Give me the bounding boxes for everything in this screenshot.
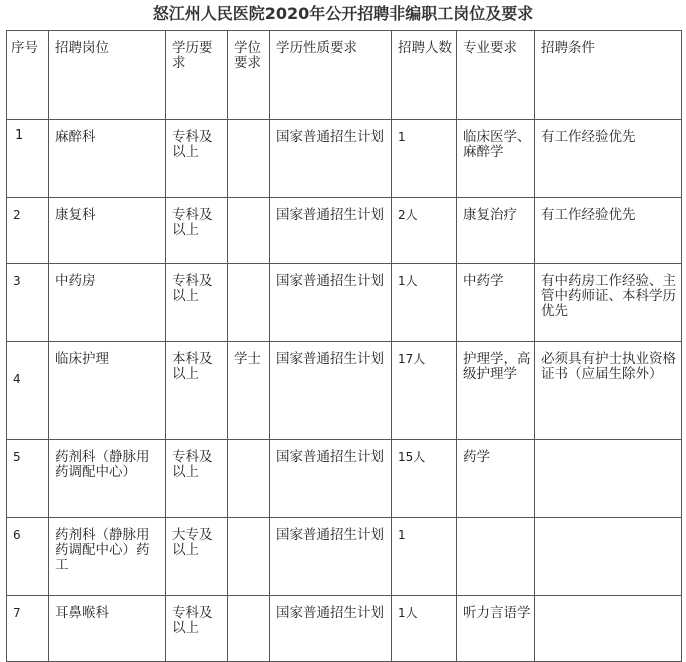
- row-count: 1: [392, 518, 457, 596]
- header-cond: 招聘条件: [535, 31, 682, 120]
- row-count: 2人: [392, 198, 457, 264]
- row-seq: 5: [7, 440, 49, 518]
- row-major: 康复治疗: [457, 198, 535, 264]
- table-row: [7, 440, 682, 518]
- row-edu-type: 国家普通招生计划: [270, 342, 392, 440]
- row-post: 康复科: [49, 198, 166, 264]
- header-major: 专业要求: [457, 31, 535, 120]
- header-edu-type: 学历性质要求: [270, 31, 392, 120]
- row-edu: 专科及以上: [166, 440, 228, 518]
- row-seq: 6: [7, 518, 49, 596]
- row-seq: 2: [7, 198, 49, 264]
- row-count: 15人: [392, 440, 457, 518]
- page-title: 怒江州人民医院2020年公开招聘非编职工岗位及要求: [152, 4, 534, 23]
- row-seq: 3: [7, 264, 49, 342]
- recruitment-table: [6, 30, 682, 662]
- row-major: 中药学: [457, 264, 535, 342]
- row-cond: [535, 440, 682, 518]
- row-edu: 专科及以上: [166, 596, 228, 662]
- row-major: 临床医学、麻醉学: [457, 120, 535, 198]
- row-edu-type: 国家普通招生计划: [270, 120, 392, 198]
- row-post: 药剂科（静脉用药调配中心）药工: [49, 518, 166, 596]
- row-major: 护理学，高级护理学: [457, 342, 535, 440]
- row-edu: 专科及以上: [166, 198, 228, 264]
- row-cond: 必须具有护士执业资格证书（应届生除外）: [535, 342, 682, 440]
- row-edu: 本科及以上: [166, 342, 228, 440]
- header-post: 招聘岗位: [49, 31, 166, 120]
- table-row: [7, 120, 682, 198]
- row-degree: [228, 264, 270, 342]
- row-seq: 1: [7, 120, 49, 198]
- row-edu-type: 国家普通招生计划: [270, 596, 392, 662]
- table-row: [7, 342, 682, 440]
- row-post: 麻醉科: [49, 120, 166, 198]
- row-edu-type: 国家普通招生计划: [270, 440, 392, 518]
- row-post: 临床护理: [49, 342, 166, 440]
- header-count: 招聘人数: [392, 31, 457, 120]
- row-major: 药学: [457, 440, 535, 518]
- row-edu: 大专及以上: [166, 518, 228, 596]
- table-row: [7, 596, 682, 662]
- table-header-row: [7, 31, 682, 120]
- table-row: [7, 264, 682, 342]
- row-degree: [228, 518, 270, 596]
- row-major: [457, 518, 535, 596]
- table-row: [7, 198, 682, 264]
- row-cond: [535, 518, 682, 596]
- row-cond: 有工作经验优先: [535, 198, 682, 264]
- row-seq: 4: [7, 342, 49, 440]
- row-edu-type: 国家普通招生计划: [270, 518, 392, 596]
- row-edu: 专科及以上: [166, 120, 228, 198]
- header-edu: 学历要求: [166, 31, 228, 120]
- header-seq: 序号: [7, 31, 49, 120]
- row-count: 1人: [392, 264, 457, 342]
- row-edu-type: 国家普通招生计划: [270, 198, 392, 264]
- row-cond: 有中药房工作经验、主管中药师证、本科学历优先: [535, 264, 682, 342]
- row-post: 药剂科（静脉用药调配中心）: [49, 440, 166, 518]
- row-count: 1人: [392, 596, 457, 662]
- row-degree: [228, 198, 270, 264]
- header-degree: 学位要求: [228, 31, 270, 120]
- row-major: 听力言语学: [457, 596, 535, 662]
- row-edu-type: 国家普通招生计划: [270, 264, 392, 342]
- row-count: 1: [392, 120, 457, 198]
- row-post: 中药房: [49, 264, 166, 342]
- row-cond: [535, 596, 682, 662]
- table-row: [7, 518, 682, 596]
- row-degree: [228, 120, 270, 198]
- row-cond: 有工作经验优先: [535, 120, 682, 198]
- row-count: 17人: [392, 342, 457, 440]
- row-post: 耳鼻喉科: [49, 596, 166, 662]
- row-edu: 专科及以上: [166, 264, 228, 342]
- row-degree: [228, 440, 270, 518]
- row-degree: [228, 596, 270, 662]
- row-degree: 学士: [228, 342, 270, 440]
- row-seq: 7: [7, 596, 49, 662]
